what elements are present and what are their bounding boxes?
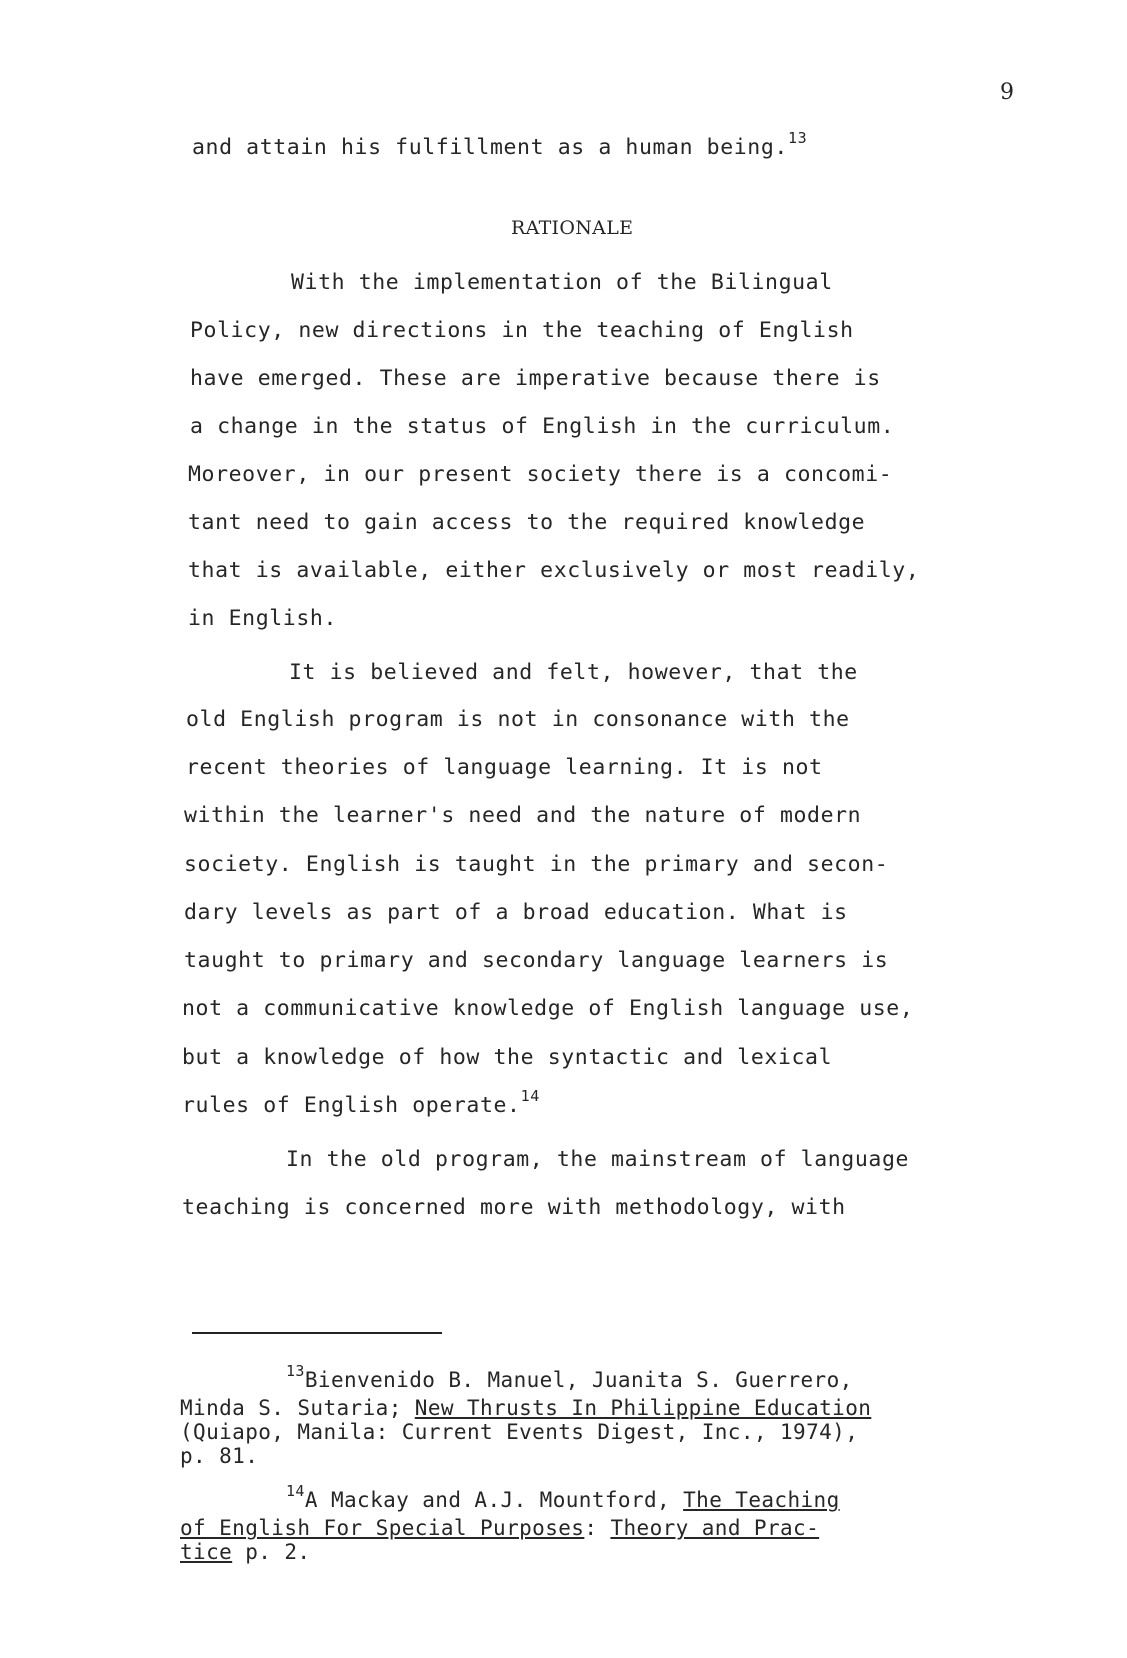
footnote-13-line [180, 1396, 871, 1420]
footnote-14-line [180, 1516, 819, 1540]
paragraph-2-line: taught to primary and secondary language learners is [184, 948, 889, 973]
footnote-13-line: (Quiapo, Manila: Current Events Digest, Inc., 1974), [180, 1420, 859, 1444]
footnote-14-book-title: tice [180, 1540, 233, 1564]
opening-line [192, 129, 808, 160]
page-number: 9 [1000, 80, 1014, 105]
section-heading: RATIONALE [511, 217, 634, 239]
footnote-14-book-title: Theory and Prac- [610, 1516, 820, 1540]
footnote-14-number: 14 [286, 1482, 305, 1500]
paragraph-2-line: within the learner's need and the nature of modern [184, 803, 862, 828]
paragraph-2-line: It is believed and felt, however, that the [289, 660, 858, 685]
paragraph-1-line: Moreover, in our present society there is a concomi- [188, 462, 893, 487]
opening-text: and attain his fulfillment as a human being. [192, 135, 788, 160]
footnote-13-number: 13 [286, 1362, 305, 1380]
paragraph-3-line: In the old program, the mainstream of language [286, 1147, 910, 1172]
footnote-13-text: Minda S. Sutaria; [180, 1396, 415, 1420]
paragraph-1-line: have emerged. These are imperative because there is [190, 366, 881, 391]
paragraph-1-line: that is available, either exclusively or most readily, [188, 558, 920, 583]
paragraph-2-line: not a communicative knowledge of English language use, [182, 996, 914, 1021]
footnote-ref-13: 13 [787, 129, 808, 147]
paragraph-2-line: society. English is taught in the primary and secon- [184, 852, 889, 877]
paragraph-1-line: a change in the status of English in the curriculum. [190, 414, 895, 439]
paragraph-2-line: recent theories of language learning. It is not [186, 755, 823, 780]
footnote-13-book-title: New Thrusts In Philippine Education [414, 1396, 872, 1420]
paragraph-1-line: in English. [188, 606, 337, 631]
paragraph-2-line: but a knowledge of how the syntactic and lexical [182, 1045, 833, 1070]
footnote-14-text: : [584, 1516, 611, 1540]
paragraph-1-line: Policy, new directions in the teaching of English [190, 318, 854, 343]
paragraph-2-last-line [182, 1087, 540, 1118]
footnote-14-text: p. 2. [232, 1540, 311, 1564]
paragraph-1-line: With the implementation of the Bilingual [291, 270, 833, 295]
paragraph-2-line: rules of English operate. [182, 1093, 521, 1118]
footnote-14-book-title: of English For Special Purposes [180, 1516, 585, 1540]
footnote-14-book-title: The Teaching [683, 1488, 840, 1512]
footnote-14-line [180, 1540, 310, 1564]
footnote-ref-14: 14 [520, 1087, 540, 1105]
footnote-separator [192, 1332, 442, 1334]
footnote-13-line [286, 1362, 853, 1392]
footnote-14-line [286, 1482, 840, 1512]
footnote-13-text: Bienvenido B. Manuel, Juanita S. Guerrero, [304, 1368, 853, 1392]
paragraph-2-line: old English program is not in consonance with the [186, 707, 850, 732]
footnote-14-text: A Mackay and A.J. Mountford, [304, 1488, 684, 1512]
paragraph-1-line: tant need to gain access to the required knowledge [188, 510, 866, 535]
footnote-13-line: p. 81. [180, 1444, 259, 1468]
paragraph-3-line: teaching is concerned more with methodology, with [182, 1195, 846, 1220]
paragraph-2-line: dary levels as part of a broad education. What is [184, 900, 848, 925]
